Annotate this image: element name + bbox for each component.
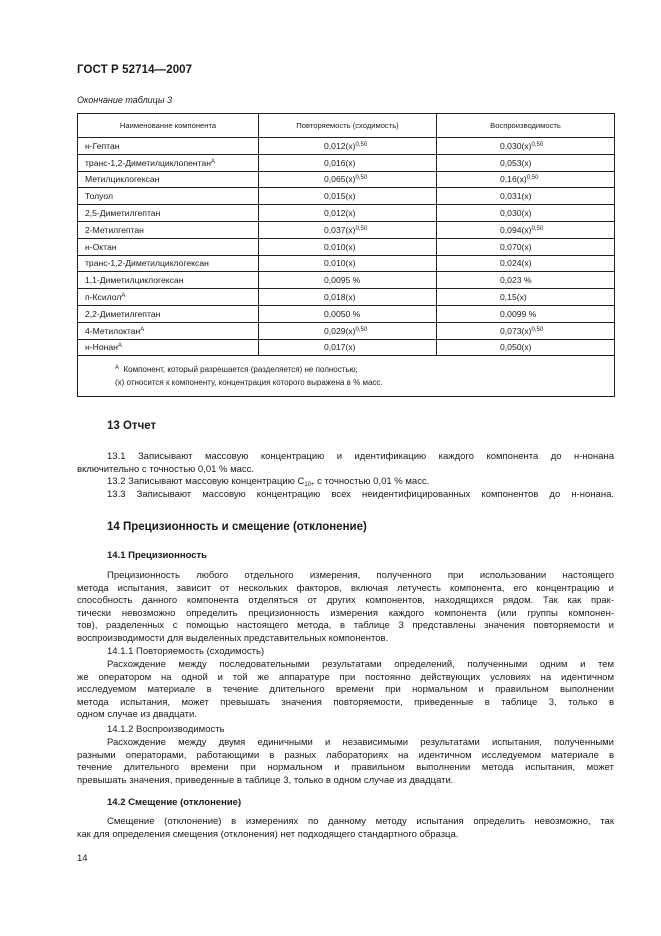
text-line: Прецизионность любого отдельного измерения, полученного при использовании настоящего: [107, 570, 614, 581]
component-cell: [78, 255, 259, 272]
table-row: [78, 305, 615, 322]
component-cell: [78, 154, 259, 171]
reproducibility-cell: [437, 339, 615, 356]
document-header: ГОСТ Р 52714—2007: [77, 64, 193, 76]
paragraph-13-3: [77, 489, 614, 502]
cell-text: 0,050(х): [500, 342, 532, 353]
repeatability-cell: [259, 171, 437, 188]
cell-text: 0,012(х): [324, 140, 356, 151]
cell-text: 0,031(х): [500, 191, 532, 202]
page-number: 14: [77, 853, 88, 864]
text-line: метода испытания, зависит от нескольких факторов, включая летучесть компонента, его концентрацию и: [77, 582, 614, 594]
text-line: течение длительного времени при нормальном и правильном выполнении метода испытания, может: [77, 762, 614, 774]
column-header: Воспроизводимость: [437, 114, 615, 138]
cell-text: 0,0099 %: [500, 308, 537, 319]
reproducibility-cell: [437, 305, 615, 322]
text-line: Расхождение между последовательными результатами определений, полученными одним и тем: [107, 659, 614, 670]
repeatability-cell: [259, 339, 437, 356]
paragraph-14-1: [77, 570, 614, 646]
table-header-row: [78, 114, 615, 138]
repeatability-cell: [259, 305, 437, 322]
cell-text: транс-1,2-Диметилциклопентан: [85, 157, 211, 168]
superscript: 0,50: [355, 326, 368, 333]
section-14-1-title: 14.1 Прецизионность: [107, 550, 208, 561]
cell-text: 0,015(х): [324, 191, 356, 202]
text-line: Смещение (отклонение) в измерениях по данному методу испытания определить невозможно, так: [107, 816, 614, 827]
table-notes: [78, 356, 615, 397]
text-line: воспроизводимости для выделенных представительных компонентов.: [77, 632, 389, 644]
superscript: А: [211, 158, 216, 165]
cell-text: 0,0095 %: [324, 275, 361, 286]
superscript: 0,50: [355, 225, 368, 232]
text-line: способность данного компонента отделяться от других компонентов, находящихся рядом. Так как прак-: [77, 595, 614, 607]
cell-text: 0,017(х): [324, 342, 356, 353]
reproducibility-cell: [437, 255, 615, 272]
table-row: [78, 339, 615, 356]
repeatability-cell: [259, 154, 437, 171]
reproducibility-cell: [437, 205, 615, 222]
superscript: А: [121, 293, 126, 300]
cell-text: 0,073(х): [500, 325, 532, 336]
repeatability-cell: [259, 238, 437, 255]
precision-table: [77, 113, 615, 397]
text-line: исследуемом материале в течение длительного времени при нормальном и правильном выполнении: [77, 684, 614, 696]
cell-text: 0,016(х): [324, 157, 356, 168]
cell-text: н-Гептан: [85, 140, 120, 151]
cell-text: 2,5-Диметилгептан: [85, 208, 161, 219]
table-row: [78, 238, 615, 255]
table-row: [78, 221, 615, 238]
table-row: [78, 138, 615, 155]
text-line: метода испытания, может превышать значения повторяемости, приведенные в таблице 3, только в: [77, 696, 614, 708]
subscript: 10+: [304, 482, 315, 488]
text-line: разными операторами, работающими в разных лабораториях на идентичном исследуемом материале в: [77, 749, 614, 761]
text-line: превышать значения, приведенные в таблице 3, только в одном случае из двадцати.: [77, 774, 454, 786]
component-cell: [78, 188, 259, 205]
cell-text: Толуол: [85, 191, 113, 202]
cell-text: п-Ксилол: [85, 292, 122, 303]
table-row: [78, 188, 615, 205]
paragraph-13-1: [77, 451, 614, 476]
component-cell: [78, 138, 259, 155]
reproducibility-cell: [437, 138, 615, 155]
text-line: же оператором на одной и той же аппаратуре при постоянно действующих условиях на идентичном: [77, 671, 614, 683]
repeatability-cell: [259, 289, 437, 306]
superscript: 0,50: [355, 141, 368, 148]
section-13-title: 13 Отчет: [107, 420, 157, 432]
section-14-1-1-title: 14.1.1 Повторяемость (сходимость): [107, 646, 265, 657]
table-row: [78, 322, 615, 339]
text-part: с точностью 0,01 % масс.: [314, 476, 430, 487]
reproducibility-cell: [437, 221, 615, 238]
text-line: одном случае из двадцати.: [77, 709, 197, 721]
component-cell: [78, 289, 259, 306]
reproducibility-cell: [437, 188, 615, 205]
reproducibility-cell: [437, 322, 615, 339]
text-line: Расхождение между двумя единичными и независимыми результатами испытания, полученными: [107, 737, 614, 748]
component-cell: [78, 238, 259, 255]
cell-text: н-Октан: [85, 241, 117, 252]
table-caption: Окончание таблицы 3: [77, 95, 172, 105]
cell-text: 0,053(х): [500, 157, 532, 168]
cell-text: 2,2-Диметилгептан: [85, 308, 161, 319]
table-row: [78, 171, 615, 188]
repeatability-cell: [259, 272, 437, 289]
reproducibility-cell: [437, 171, 615, 188]
cell-text: 0,024(х): [500, 258, 532, 269]
cell-text: 0,065(х): [324, 174, 356, 185]
cell-text: 0,023 %: [500, 275, 532, 286]
section-14-2-title: 14.2 Смещение (отклонение): [107, 797, 242, 808]
cell-text: 0,037(х): [324, 224, 356, 235]
note-marker: А: [115, 365, 120, 372]
superscript: 0,50: [531, 141, 544, 148]
cell-text: н-Нонан: [85, 342, 118, 353]
cell-text: 0,010(х): [324, 258, 356, 269]
cell-text: 0,018(х): [324, 292, 356, 303]
text-line: как для определения смещения (отклонения) нет подходящего стандартного образца.: [77, 828, 459, 840]
cell-text: 0,012(х): [324, 208, 356, 219]
superscript: А: [140, 326, 145, 333]
cell-text: Метилциклогексан: [85, 174, 160, 185]
component-cell: [78, 221, 259, 238]
reproducibility-cell: [437, 154, 615, 171]
repeatability-cell: [259, 188, 437, 205]
note-text: Компонент, который разрешается (разделяется) не полностью;: [123, 365, 358, 375]
paragraph-14-2: [77, 816, 614, 841]
text-line: 13.1 Записывают массовую концентрацию и идентификацию каждого компонента до н-нонана: [107, 451, 614, 462]
table-row: [78, 289, 615, 306]
cell-text: 0,16(х): [500, 174, 527, 185]
repeatability-cell: [259, 255, 437, 272]
component-cell: [78, 171, 259, 188]
text-line: [77, 476, 614, 489]
text-line: тически невозможно определить прецизионность измерения каждого компонента (или группы компонен-: [77, 607, 614, 619]
superscript: 0,50: [526, 175, 539, 182]
cell-text: 0,15(х): [500, 292, 527, 303]
cell-text: 0,0050 %: [324, 308, 361, 319]
component-cell: [78, 205, 259, 222]
component-cell: [78, 322, 259, 339]
cell-text: 1,1-Диметилциклогексан: [85, 275, 184, 286]
text-line: тов), разделенных с помощью настоящего метода, в таблице 3 представлены значения повторяемости и: [77, 620, 614, 632]
paragraph-13-2: [77, 476, 614, 489]
text-line: 13.3 Записывают массовую концентрацию всех неидентифицированных компонентов до н-нонана.: [107, 489, 614, 500]
cell-text: 0,029(х): [324, 325, 356, 336]
cell-text: 0,010(х): [324, 241, 356, 252]
paragraph-14-1-1: [77, 659, 614, 722]
reproducibility-cell: [437, 238, 615, 255]
cell-text: 0,030(х): [500, 208, 532, 219]
table-notes-row: [78, 356, 615, 397]
component-cell: [78, 339, 259, 356]
superscript: 0,50: [531, 326, 544, 333]
superscript: А: [117, 343, 122, 350]
reproducibility-cell: [437, 272, 615, 289]
cell-text: транс-1,2-Диметилциклогексан: [85, 258, 209, 269]
section-14-title: 14 Прецизионность и смещение (отклонение): [107, 521, 367, 533]
table-row: [78, 255, 615, 272]
reproducibility-cell: [437, 289, 615, 306]
repeatability-cell: [259, 205, 437, 222]
superscript: 0,50: [355, 175, 368, 182]
table-row: [78, 154, 615, 171]
repeatability-cell: [259, 138, 437, 155]
note-line: [115, 365, 358, 374]
text-part: 13.2 Записывают массовую концентрацию С: [107, 476, 305, 487]
superscript: 0,50: [531, 225, 544, 232]
cell-text: 2-Метилгептан: [85, 224, 144, 235]
table-row: [78, 272, 615, 289]
table-row: [78, 205, 615, 222]
repeatability-cell: [259, 221, 437, 238]
text-line: включительно с точностью 0,01 % масс.: [77, 463, 255, 475]
component-cell: [78, 305, 259, 322]
repeatability-cell: [259, 322, 437, 339]
section-14-1-2-title: 14.1.2 Воспроизводимость: [107, 724, 225, 735]
cell-text: 0,094(х): [500, 224, 532, 235]
column-header: Повторяемость (сходимость): [259, 114, 437, 138]
component-cell: [78, 272, 259, 289]
cell-text: 0,070(х): [500, 241, 532, 252]
cell-text: 0,030(х): [500, 140, 532, 151]
column-header: Наименование компонента: [78, 114, 259, 138]
paragraph-14-1-2: [77, 737, 614, 787]
note-text: (х) относится к компоненту, концентрация которого выражена в % масс.: [115, 378, 383, 388]
cell-text: 4-Метилоктан: [85, 325, 141, 336]
